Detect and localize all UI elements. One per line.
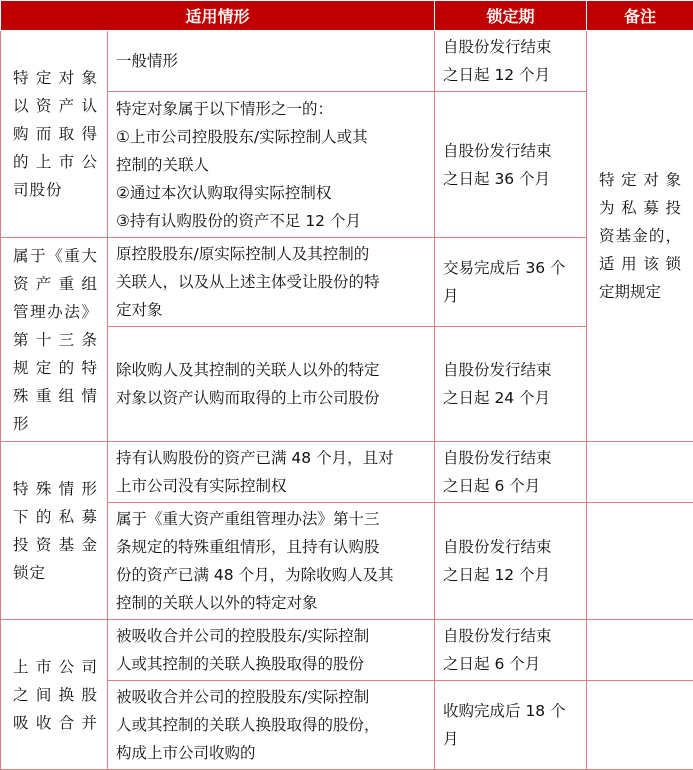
condition-cell <box>108 92 435 238</box>
condition-line: ③持有认购股份的资产不足 12 个月 <box>116 207 426 235</box>
remark-line: 资基金的， <box>599 222 681 250</box>
condition-line: 除收购人及其控制的关联人以外的特定 <box>116 356 426 384</box>
lock-line: 自股份发行结束 <box>443 137 578 165</box>
category-line: 资产重组 <box>13 270 98 298</box>
condition-cell <box>108 681 435 770</box>
category-line: 投资基金 <box>13 531 98 559</box>
lock-period-cell <box>435 31 587 92</box>
category-line: 的上市公 <box>13 148 98 176</box>
remark-line: 特定对象 <box>599 166 681 194</box>
lock-line: 自股份发行结束 <box>443 622 578 650</box>
lock-period-cell <box>435 681 587 770</box>
condition-cell <box>108 442 435 503</box>
category-cell <box>1 238 108 442</box>
condition-line: 被吸收合并公司的控股股东/实际控制 <box>116 683 426 711</box>
category-line: 规定的特 <box>13 354 98 382</box>
category-cell <box>1 620 108 770</box>
header-situation: 适用情形 <box>1 1 435 31</box>
condition-line: 构成上市公司收购的 <box>116 739 426 767</box>
remark-cell-empty <box>587 681 693 770</box>
condition-cell <box>108 503 435 620</box>
condition-cell <box>108 31 435 92</box>
lock-period-cell <box>435 503 587 620</box>
condition-cell <box>108 620 435 681</box>
category-line: 形 <box>13 410 98 438</box>
condition-line: 关联人，以及从上述主体受让股份的特 <box>116 268 426 296</box>
lock-period-cell <box>435 92 587 238</box>
remark-line: 定期规定 <box>599 278 681 306</box>
header-row <box>1 1 693 31</box>
category-line: 特定对象 <box>13 64 98 92</box>
category-line: 以资产认 <box>13 92 98 120</box>
table-row <box>1 31 693 92</box>
category-line: 上市公司 <box>13 653 98 681</box>
lock-line: 月 <box>443 282 578 310</box>
category-line: 司股份 <box>13 176 98 204</box>
category-line: 下的私募 <box>13 503 98 531</box>
category-cell <box>1 31 108 238</box>
condition-line: 控制的关联人 <box>116 151 426 179</box>
lock-line: 自股份发行结束 <box>443 444 578 472</box>
condition-cell <box>108 327 435 442</box>
condition-line: 份的资产已满 48 个月，为除收购人及其 <box>116 561 426 589</box>
condition-line: 属于《重大资产重组管理办法》第十三 <box>116 505 426 533</box>
lock-period-cell <box>435 442 587 503</box>
lock-line: 交易完成后 36 个 <box>443 254 578 282</box>
condition-line: 持有认购股份的资产已满 48 个月，且对 <box>116 444 426 472</box>
condition-line: 被吸收合并公司的控股股东/实际控制 <box>116 622 426 650</box>
lock-line: 自股份发行结束 <box>443 533 578 561</box>
condition-line: 控制的关联人以外的特定对象 <box>116 589 426 617</box>
lock-period-cell <box>435 238 587 327</box>
category-cell <box>1 442 108 620</box>
category-line: 第十三条 <box>13 326 98 354</box>
table-row <box>1 442 693 503</box>
lock-line: 之日起 12 个月 <box>443 61 578 89</box>
lock-period-cell <box>435 327 587 442</box>
table-row <box>1 620 693 681</box>
condition-line: 人或其控制的关联人换股取得的股份 <box>116 650 426 678</box>
condition-line: 对象以资产认购而取得的上市公司股份 <box>116 384 426 412</box>
lock-line: 之日起 6 个月 <box>443 650 578 678</box>
remark-cell-empty <box>587 442 693 503</box>
condition-line: 定对象 <box>116 296 426 324</box>
lock-line: 自股份发行结束 <box>443 356 578 384</box>
remark-cell <box>587 31 693 442</box>
remark-line: 适用该锁 <box>599 250 681 278</box>
lock-line: 之日起 36 个月 <box>443 165 578 193</box>
condition-line: 上市公司没有实际控制权 <box>116 472 426 500</box>
category-line: 购而取得 <box>13 120 98 148</box>
lock-period-cell <box>435 620 587 681</box>
condition-line: ②通过本次认购取得实际控制权 <box>116 179 426 207</box>
category-line: 吸收合并 <box>13 709 98 737</box>
remark-cell-empty <box>587 620 693 681</box>
condition-line: ①上市公司控股股东/实际控制人或其 <box>116 123 426 151</box>
condition-line: 特定对象属于以下情形之一的： <box>116 95 426 123</box>
category-line: 特殊情形 <box>13 475 98 503</box>
category-line: 锁定 <box>13 559 98 587</box>
remark-cell-empty <box>587 503 693 620</box>
condition-line: 人或其控制的关联人换股取得的股份， <box>116 711 426 739</box>
lock-line: 收购完成后 18 个 <box>443 697 578 725</box>
header-remark: 备注 <box>587 1 693 31</box>
category-line: 属于《重大 <box>13 242 98 270</box>
lock-line: 之日起 6 个月 <box>443 472 578 500</box>
category-line: 之间换股 <box>13 681 98 709</box>
lock-line: 自股份发行结束 <box>443 33 578 61</box>
category-line: 管理办法》 <box>13 298 98 326</box>
lock-line: 之日起 24 个月 <box>443 384 578 412</box>
header-lock-period: 锁定期 <box>435 1 587 31</box>
condition-line: 条规定的特殊重组情形，且持有认购股 <box>116 533 426 561</box>
category-line: 殊重组情 <box>13 382 98 410</box>
condition-line: 原控股股东/原实际控制人及其控制的 <box>116 240 426 268</box>
condition-cell <box>108 238 435 327</box>
lock-line: 月 <box>443 725 578 753</box>
lock-line: 之日起 12 个月 <box>443 561 578 589</box>
remark-line: 为私募投 <box>599 194 681 222</box>
condition-line: 一般情形 <box>116 47 426 75</box>
